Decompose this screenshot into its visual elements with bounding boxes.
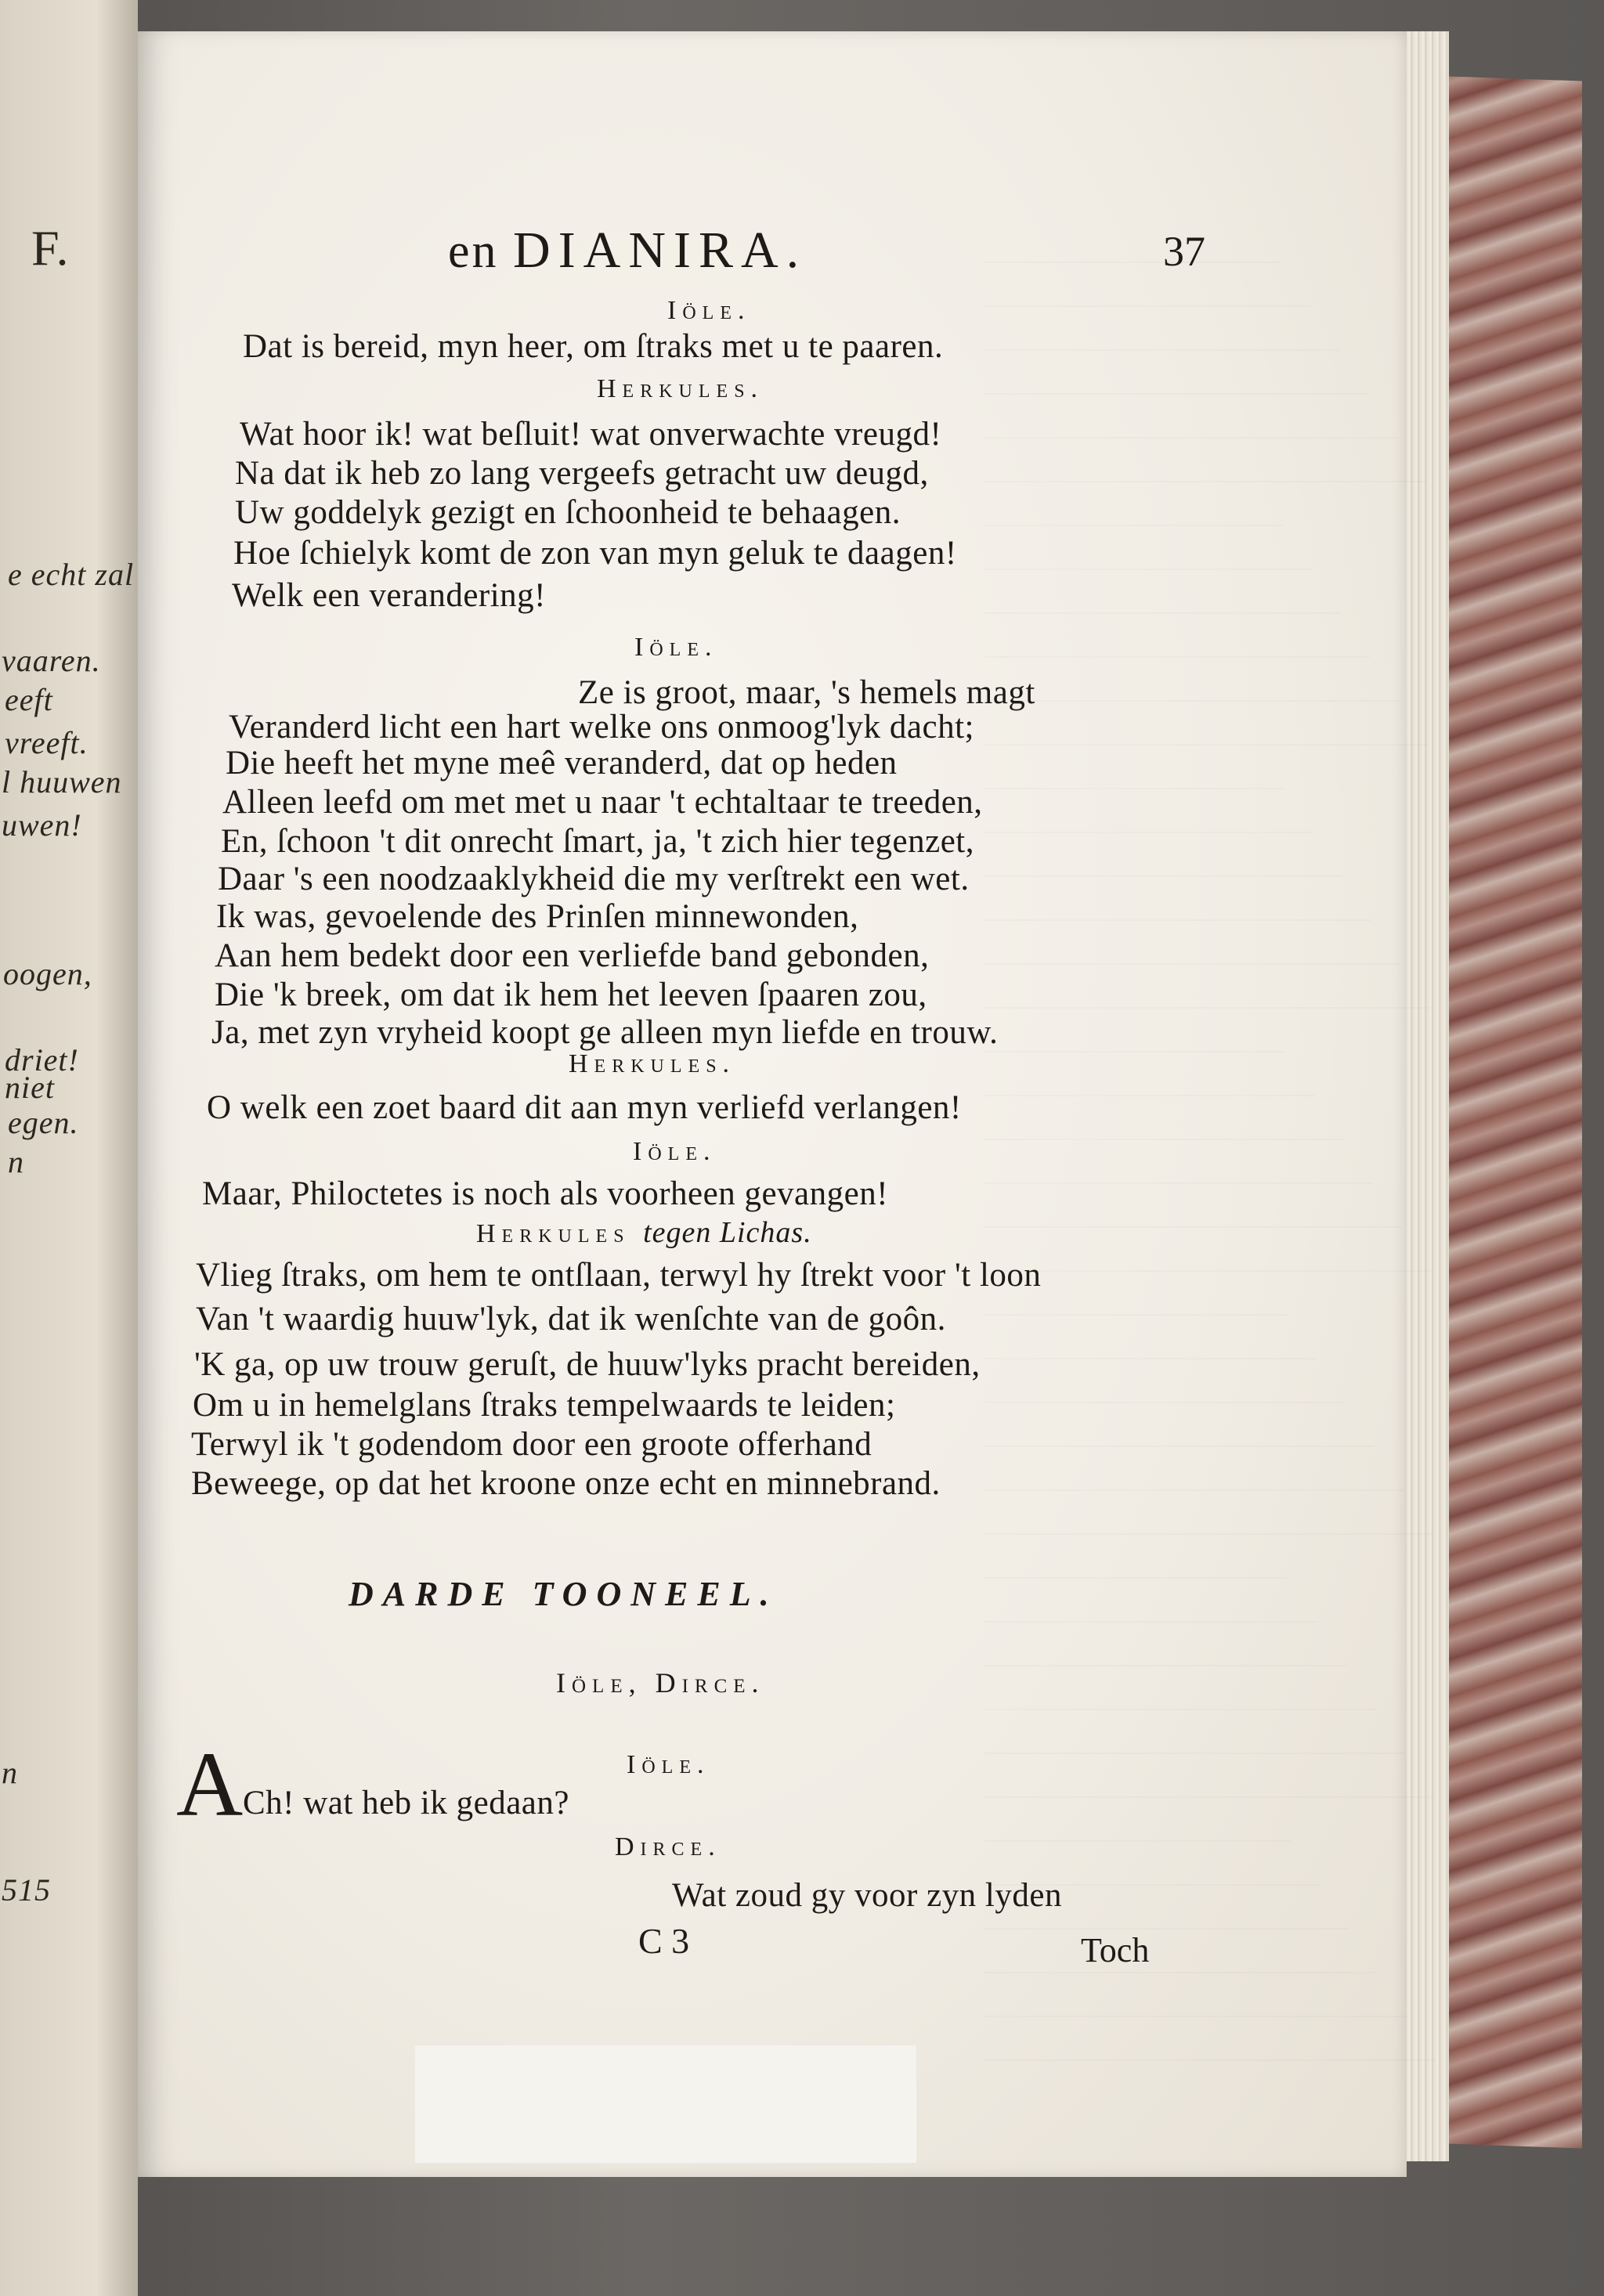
speaker-label: Iöle. xyxy=(667,296,751,325)
show-through-line xyxy=(984,351,1368,395)
left-page-fragment: n xyxy=(8,1144,24,1179)
show-through-line xyxy=(984,702,1428,745)
verse-line: Aan hem bedekt door een verliefde band gebonden, xyxy=(215,937,930,974)
verse-line: Maar, Philoctetes is noch als voorheen gevangen! xyxy=(202,1175,889,1212)
show-through-line xyxy=(984,1798,1291,1842)
left-page-fragments xyxy=(0,0,138,2296)
show-through-line xyxy=(984,1535,1289,1579)
speaker-label: Herkules. xyxy=(569,1049,736,1078)
show-through-line xyxy=(984,1754,1434,1798)
verse-line: Welk een verandering! xyxy=(232,577,547,614)
speaker-label: Iöle. xyxy=(633,1137,717,1166)
left-page-fragment: eeft xyxy=(5,682,53,717)
show-through-line xyxy=(984,395,1397,439)
scene-title: DARDE TOONEEL. xyxy=(349,1575,779,1613)
show-through-line xyxy=(984,921,1400,965)
show-through-line xyxy=(984,219,1281,263)
catchword: Toch xyxy=(1081,1931,1150,1969)
running-head-title: DIANIRA. xyxy=(513,222,807,279)
show-through-text xyxy=(984,219,1469,2099)
show-through-line xyxy=(984,1403,1375,1447)
show-through-line xyxy=(984,482,1283,526)
verse-line: Hoe ſchielyk komt de zon van myn geluk te daagen! xyxy=(233,535,957,572)
paper-patch xyxy=(415,2045,916,2163)
show-through-line xyxy=(984,1623,1347,1666)
left-page-fragment: F. xyxy=(31,220,70,276)
show-through-line xyxy=(984,1184,1402,1228)
left-page-edge xyxy=(0,0,138,2296)
left-page-fragment: egen. xyxy=(8,1105,79,1140)
show-through-line xyxy=(984,1930,1378,1973)
verse-line: Na dat ik heb zo lang vergeefs getracht uw deugd, xyxy=(235,455,929,492)
show-through-line xyxy=(984,1710,1405,1754)
speaker-name: Herkules xyxy=(476,1219,630,1248)
verse-line: Ch! wat heb ik gedaan? xyxy=(243,1785,569,1821)
left-page-fragment: n xyxy=(2,1755,18,1790)
left-page-fragment: 515 xyxy=(2,1872,51,1908)
show-through-line xyxy=(984,1228,1431,1272)
drop-cap: A xyxy=(176,1733,244,1836)
verse-line: Daar 's een noodzaaklykheid die my verſtrekt een wet. xyxy=(218,861,970,897)
show-through-line xyxy=(984,2061,1292,2099)
show-through-line xyxy=(984,965,1429,1009)
show-through-line xyxy=(984,614,1370,658)
show-through-line xyxy=(984,1666,1376,1710)
verse-line: Ja, met zyn vryheid koopt ge alleen myn liefde en trouw. xyxy=(211,1014,999,1051)
running-head xyxy=(448,221,807,280)
show-through-line xyxy=(984,1052,1315,1096)
speaker-label: Iöle. xyxy=(634,633,718,662)
show-through-line xyxy=(984,1316,1317,1359)
verse-line: 'K ga, op uw trouw geruſt, de huuw'lyks pracht bereiden, xyxy=(194,1346,981,1383)
verse-line: Dat is bereid, myn heer, om ſtraks met u te paaren. xyxy=(243,328,944,365)
show-through-line xyxy=(984,1447,1404,1491)
show-through-line xyxy=(984,658,1399,702)
speaker-label xyxy=(476,1215,812,1250)
verse-line: Vlieg ſtraks, om hem te ontſlaan, terwyl hy ſtrekt voor 't loon xyxy=(196,1257,1042,1294)
show-through-line xyxy=(984,2017,1436,2061)
show-through-line xyxy=(984,877,1371,921)
verse-line: En, ſchoon 't dit onrecht ſmart, ja, 't zich hier tegenzet, xyxy=(221,823,974,860)
stage-direction: tegen Lichas. xyxy=(643,1216,812,1249)
verse-line: Wat zoud gy voor zyn lyden xyxy=(672,1877,1062,1914)
speaker-label: Dirce. xyxy=(615,1832,721,1861)
verse-line: Uw goddelyk gezigt en ſchoonheid te behaagen. xyxy=(235,494,901,531)
show-through-line xyxy=(984,1973,1407,2017)
verse-line: Terwyl ik 't godendom door een groote offerhand xyxy=(191,1426,872,1463)
show-through-line xyxy=(984,745,1284,789)
running-head-prefix: en xyxy=(448,225,499,278)
verse-line: Die heeft het myne meê veranderd, dat op heden xyxy=(226,745,898,782)
left-page-fragment: vreeft. xyxy=(5,725,89,760)
left-page-fragment: e echt zal xyxy=(8,557,135,592)
left-page-fragment: uwen! xyxy=(2,807,82,843)
page-number: 37 xyxy=(1163,228,1205,275)
verse-line: Om u in hemelglans ſtraks tempelwaards te leiden; xyxy=(193,1387,896,1424)
show-through-line xyxy=(984,263,1310,307)
left-page-fragment: niet xyxy=(5,1070,55,1105)
show-through-line xyxy=(984,789,1313,833)
verse-line: Veranderd licht een hart welke ons onmoog'lyk dacht; xyxy=(229,709,974,745)
verse-line: Wat hoor ik! wat beſluit! wat onverwachte vreugd! xyxy=(240,416,942,453)
show-through-line xyxy=(984,1096,1344,1140)
show-through-line xyxy=(984,570,1341,614)
show-through-line xyxy=(984,1140,1373,1184)
verse-line: Die 'k breek, om dat ik hem het leeven ſpaaren zou, xyxy=(215,977,927,1013)
show-through-line xyxy=(984,1579,1318,1623)
verse-line: Beweege, op dat het kroone onze echt en minnebrand. xyxy=(191,1465,941,1502)
scene-characters: Iöle, Dirce. xyxy=(556,1667,765,1699)
verse-line: Ik was, gevoelende des Prinſen minnewonden, xyxy=(216,898,859,935)
verse-line: Van 't waardig huuw'lyk, dat ik wenſchte van de goôn. xyxy=(196,1301,946,1338)
verse-line: Alleen leefd om met met u naar 't echtaltaar te treeden, xyxy=(222,784,983,821)
show-through-line xyxy=(984,833,1342,877)
left-page-fragment: vaaren. xyxy=(2,643,101,678)
show-through-line xyxy=(984,526,1312,570)
signature-mark: C 3 xyxy=(638,1921,690,1961)
left-page-fragment: l huuwen xyxy=(2,764,122,800)
speaker-label: Herkules. xyxy=(597,374,764,403)
show-through-line xyxy=(984,307,1339,351)
left-page-fragment: driet! xyxy=(5,1042,79,1078)
show-through-line xyxy=(984,439,1426,482)
verse-line: O welk een zoet baard dit aan myn verliefd verlangen! xyxy=(207,1089,962,1126)
show-through-line xyxy=(984,1359,1346,1403)
show-through-line xyxy=(984,1009,1286,1052)
speaker-label: Iöle. xyxy=(627,1750,710,1779)
show-through-line xyxy=(984,1491,1432,1535)
left-page-fragment: oogen, xyxy=(3,956,92,991)
verse-line: Ze is groot, maar, 's hemels magt xyxy=(578,674,1035,711)
